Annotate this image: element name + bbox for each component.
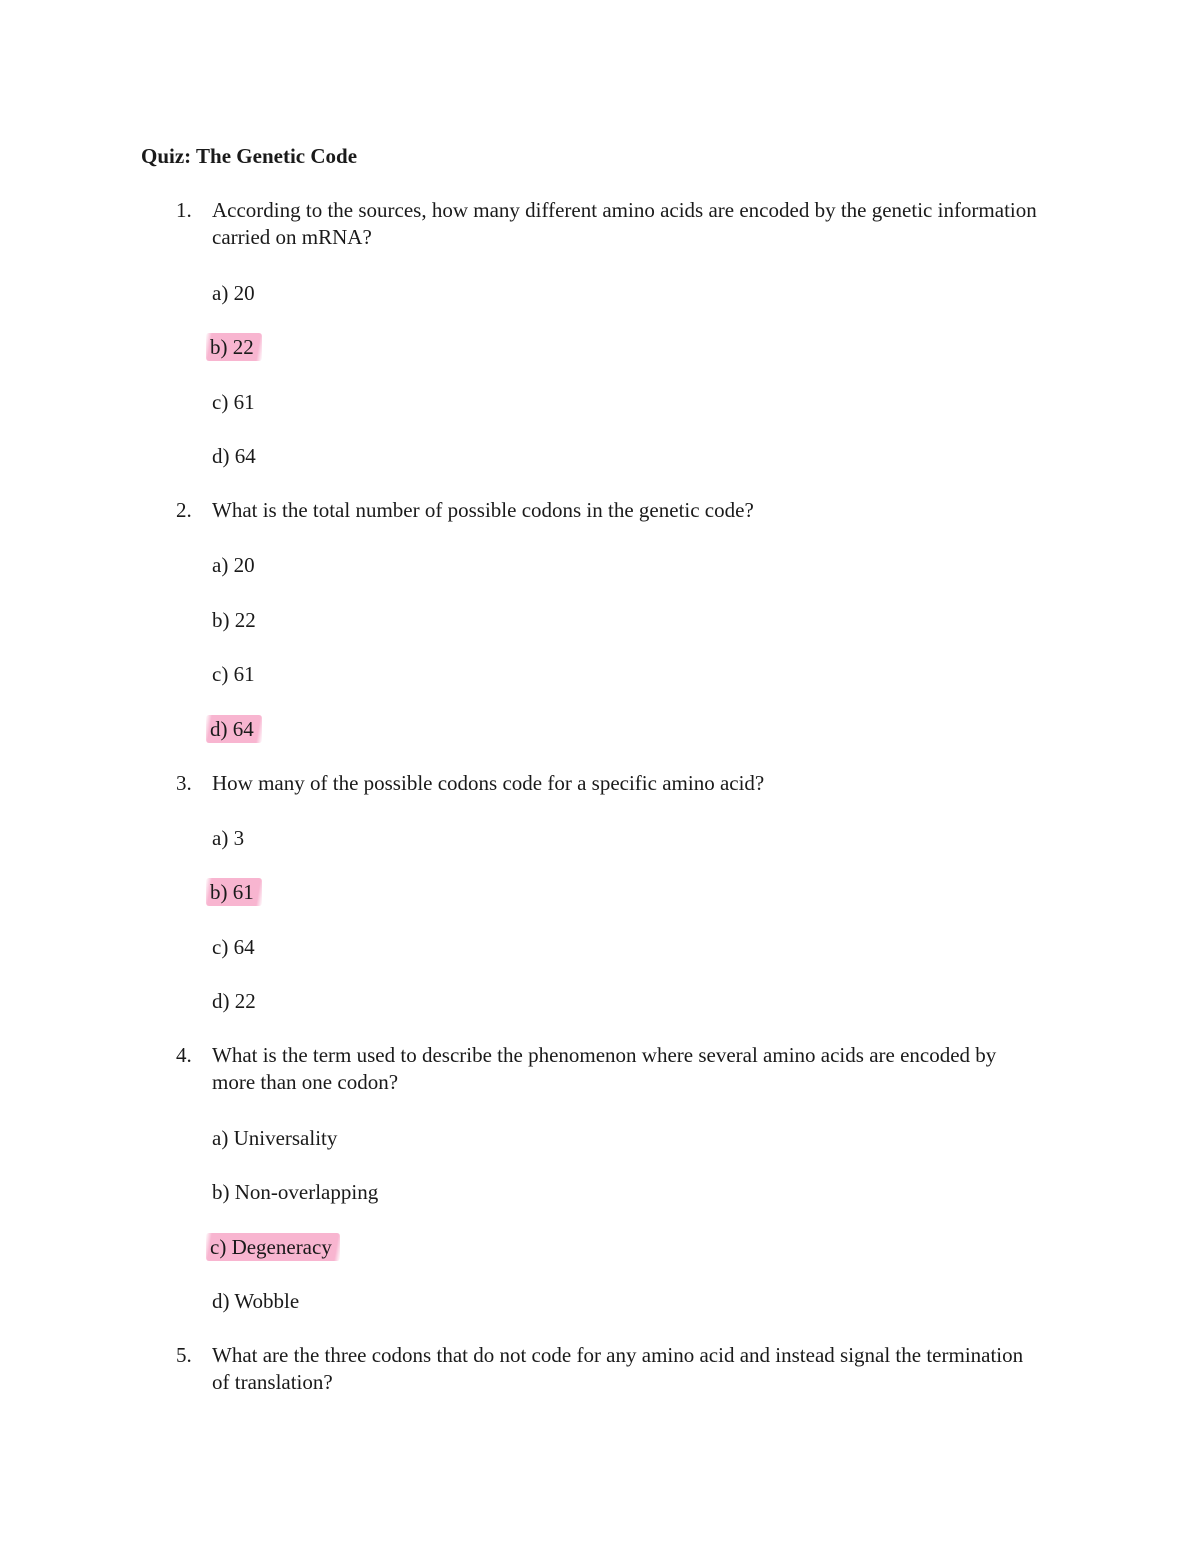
question-number: 3. xyxy=(176,771,192,795)
option-4b: b) Non-overlapping xyxy=(212,1180,379,1204)
question-text: According to the sources, how many different amino acids are encoded by the genetic information carried on mRNA? xyxy=(212,198,1037,249)
option-3a: a) 3 xyxy=(212,826,245,850)
option-4d: d) Wobble xyxy=(212,1289,300,1313)
question-text: What is the total number of possible codons in the genetic code? xyxy=(212,498,754,522)
question-text: What are the three codons that do not code for any amino acid and instead signal the termination of translation? xyxy=(212,1343,1024,1394)
option-1d: d) 64 xyxy=(212,444,256,468)
option-3b-highlighted: b) 61 xyxy=(206,878,262,906)
option-1b-highlighted: b) 22 xyxy=(206,333,262,361)
option-3c: c) 64 xyxy=(212,935,255,959)
option-1a: a) 20 xyxy=(212,281,255,305)
option-3d: d) 22 xyxy=(212,989,256,1013)
quiz-title: Quiz: The Genetic Code xyxy=(141,144,358,168)
option-4c-highlighted: c) Degeneracy xyxy=(206,1233,340,1261)
option-2c: c) 61 xyxy=(212,662,255,686)
question-number: 5. xyxy=(176,1343,192,1367)
option-2d-highlighted: d) 64 xyxy=(206,715,262,743)
question-number: 4. xyxy=(176,1043,192,1067)
option-2b: b) 22 xyxy=(212,608,256,632)
question-number: 1. xyxy=(176,198,192,222)
question-text: How many of the possible codons code for a specific amino acid? xyxy=(212,771,765,795)
question-text: What is the term used to describe the phenomenon where several amino acids are encoded by more than one codon? xyxy=(212,1043,997,1094)
option-1c: c) 61 xyxy=(212,390,255,414)
option-2a: a) 20 xyxy=(212,553,255,577)
option-4a: a) Universality xyxy=(212,1126,338,1150)
question-number: 2. xyxy=(176,498,192,522)
